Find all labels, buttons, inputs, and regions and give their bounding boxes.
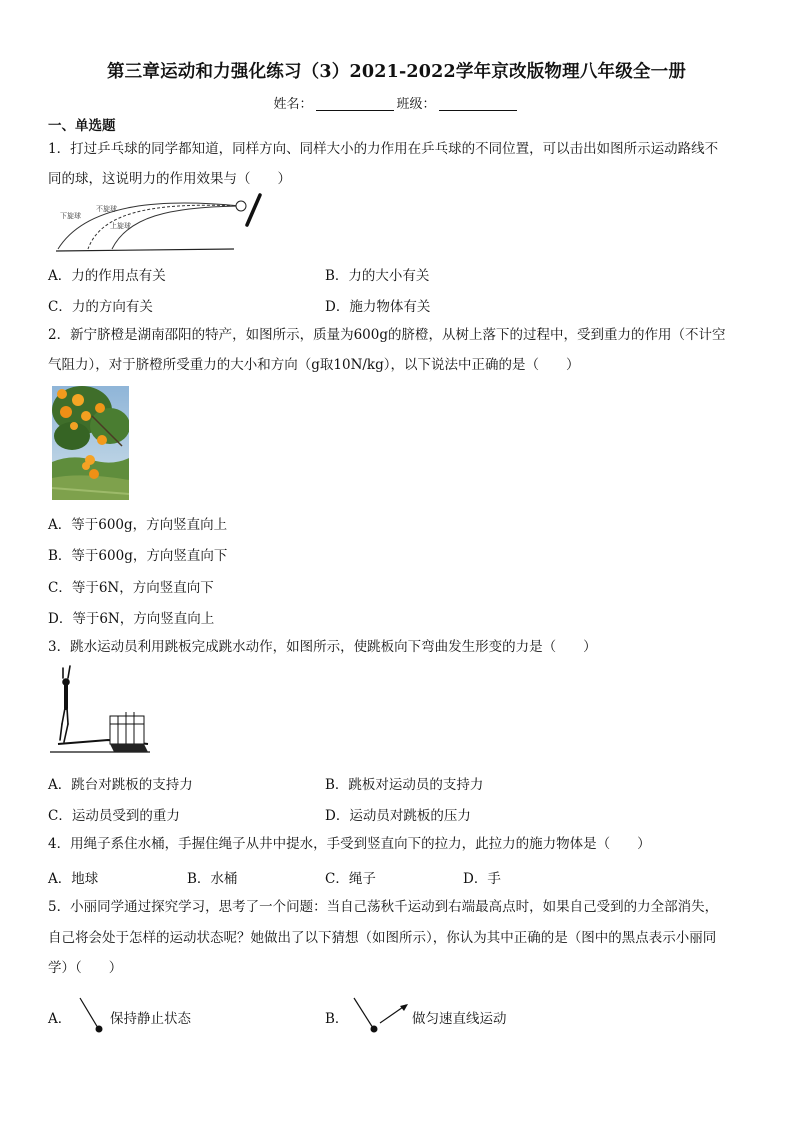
q5-option-b-text[interactable]: 做匀速直线运动	[412, 1011, 507, 1027]
q3-option-d[interactable]: D．运动员对跳板的压力	[325, 808, 471, 824]
q5-option-b-figure	[350, 996, 412, 1034]
label-nospin: 不旋球	[96, 205, 117, 213]
backspin-path	[58, 203, 240, 249]
girl-dot-icon	[371, 1026, 378, 1033]
q1-stem-line2: 同的球，这说明力的作用效果与（ ）	[48, 171, 291, 187]
diving-board-figure	[48, 664, 158, 756]
q5-option-a-figure	[76, 996, 110, 1034]
q5-stem-line3: 学）（ ）	[48, 960, 123, 976]
label-backspin: 下旋球	[60, 212, 81, 220]
q5-stem-line2: 自己将会处于怎样的运动状态呢？她做出了以下猜想（如图所示），你认为其中正确的是（图中的黑点表示小丽同	[48, 930, 717, 946]
q2-stem-line1: 2．新宁脐橙是湖南邵阳的特产，如图所示，质量为600g的脐橙，从树上落下的过程中，受到重力的作用（不计空	[48, 327, 726, 343]
topspin-path	[112, 206, 240, 249]
label-topspin: 上旋球	[110, 222, 131, 230]
q2-option-a[interactable]: A．等于600g，方向竖直向上	[48, 517, 228, 533]
q4-stem-line1: 4．用绳子系住水桶，手握住绳子从井中提水，手受到竖直向下的拉力，此拉力的施力物体是（ ）	[48, 836, 651, 852]
q1-option-d[interactable]: D．施力物体有关	[325, 299, 431, 315]
q4-option-d[interactable]: D．手	[463, 871, 501, 887]
section-title: 一、单选题	[48, 118, 116, 134]
q2-option-b[interactable]: B．等于600g，方向竖直向下	[48, 548, 228, 564]
q4-option-a[interactable]: A．地球	[48, 871, 99, 887]
q3-option-b[interactable]: B．跳板对运动员的支持力	[325, 777, 484, 793]
q2-option-d[interactable]: D．等于6N，方向竖直向上	[48, 611, 215, 627]
q1-option-b[interactable]: B．力的大小有关	[325, 268, 430, 284]
class-label: 班级：	[396, 97, 436, 112]
orange-tree-photo	[52, 386, 129, 500]
q5-stem-line1: 5．小丽同学通过探究学习，思考了一个问题：当自己荡秋千运动到右端最高点时，如果自己受到的力全部消失，	[48, 899, 719, 915]
ball-icon	[236, 201, 246, 211]
q1-stem-line1: 1．打过乒乓球的同学都知道，同样方向、同样大小的力作用在乒乓球的不同位置，可以击出如图所示运动路线不	[48, 141, 719, 157]
q2-option-c[interactable]: C．等于6N，方向竖直向下	[48, 580, 214, 596]
q3-stem-line1: 3．跳水运动员利用跳板完成跳水动作，如图所示，使跳板向下弯曲发生形变的力是（ ）	[48, 639, 597, 655]
q1-option-c[interactable]: C．力的方向有关	[48, 299, 153, 315]
q3-option-a[interactable]: A．跳台对跳板的支持力	[48, 777, 193, 793]
q2-stem-line2: 气阻力），对于脐橙所受重力的大小和方向（g取10N/kg），以下说法中正确的是（ ）	[48, 357, 580, 373]
page-title: 第三章运动和力强化练习（3）2021-2022学年京改版物理八年级全一册	[106, 62, 687, 82]
name-label: 姓名：	[273, 97, 313, 112]
q4-option-c[interactable]: C．绳子	[325, 871, 376, 887]
q3-option-c[interactable]: C．运动员受到的重力	[48, 808, 180, 824]
name-blank[interactable]	[316, 96, 394, 111]
paddle-icon	[247, 195, 260, 225]
diver-icon	[60, 666, 70, 742]
board-base	[110, 744, 148, 752]
q1-option-a[interactable]: A．力的作用点有关	[48, 268, 166, 284]
student-info-line	[0, 93, 793, 112]
q4-option-b[interactable]: B．水桶	[187, 871, 238, 887]
q5-option-a-letter[interactable]: A．	[48, 1011, 72, 1027]
ping-pong-trajectory-figure	[48, 193, 268, 253]
q5-option-b-letter[interactable]: B．	[325, 1011, 349, 1027]
class-blank[interactable]	[439, 96, 517, 111]
q5-option-a-text[interactable]: 保持静止状态	[110, 1011, 191, 1027]
girl-dot-icon	[96, 1026, 103, 1033]
